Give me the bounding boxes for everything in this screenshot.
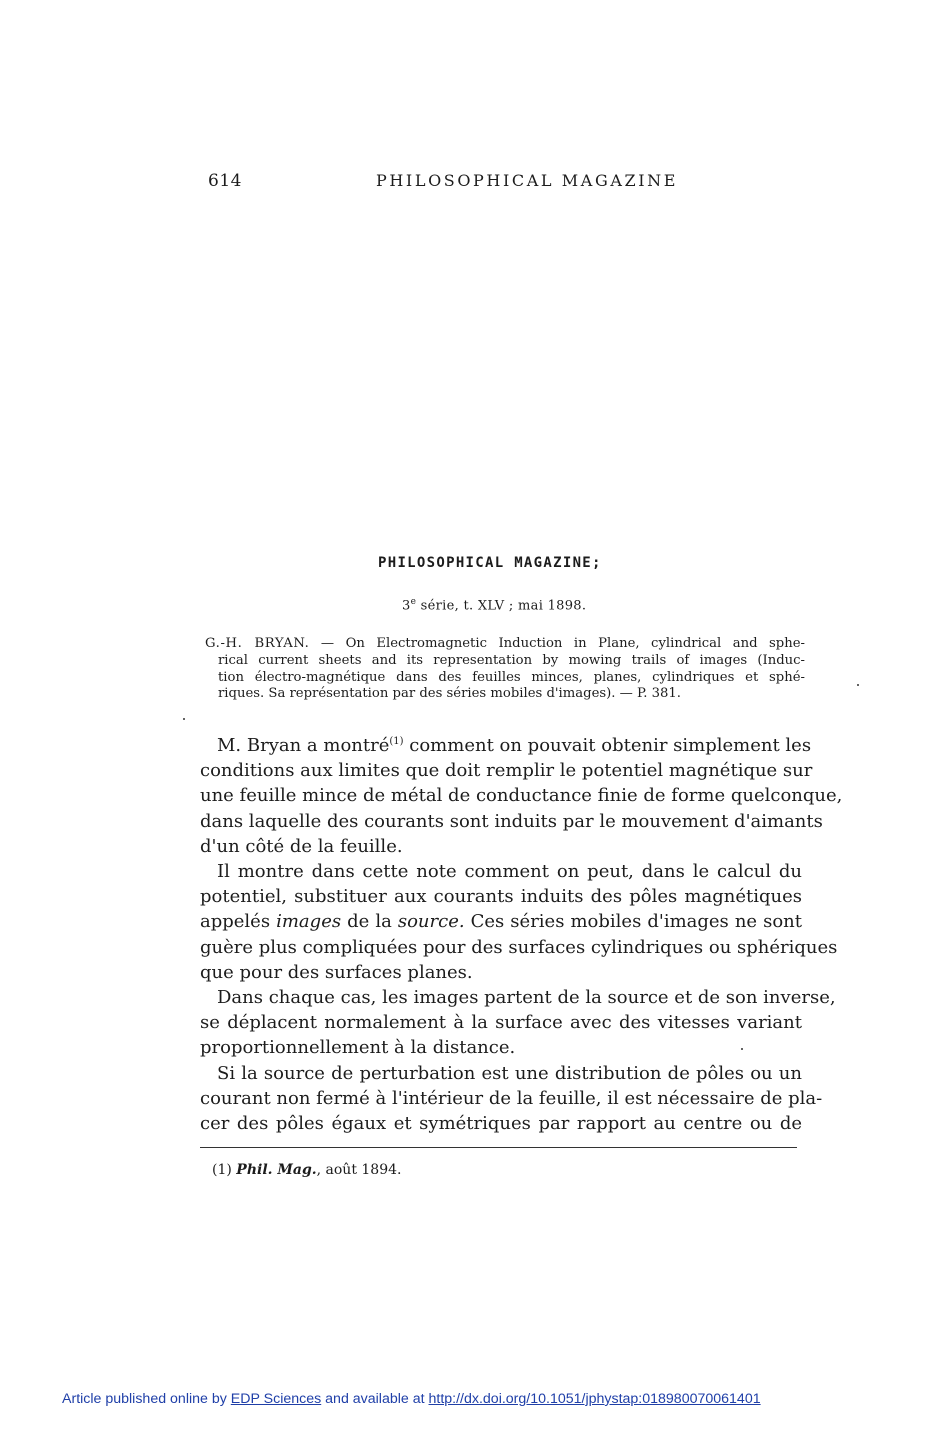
publication-middle: and available at — [321, 1391, 429, 1407]
paragraph-1-line-5: d'un côté de la feuille. — [200, 835, 403, 857]
abstract-title-start: — On Electromagnetic Induction in Plane, cylindrical and sphe- — [309, 636, 805, 651]
speck-mark — [183, 718, 185, 720]
paragraph-3-line-3: proportionnellement à la distance. — [200, 1037, 516, 1059]
series-rest: série, t. XLV ; mai 1898. — [416, 598, 587, 614]
footnote-journal: Phil. Mag. — [236, 1162, 317, 1178]
text-run: comment on pouvait obtenir simplement les — [403, 735, 812, 756]
text-run: M. Bryan a montré — [217, 735, 390, 756]
paragraph-2-line-2: potentiel, substituer aux courants induits des pôles magnétiques — [200, 886, 802, 908]
paragraph-1-line-2: conditions aux limites que doit remplir le potentiel magnétique sur — [200, 760, 813, 782]
footnote — [212, 1162, 401, 1178]
text-run: de la — [341, 911, 398, 933]
paragraph-2-line-4: guère plus compliquées pour des surfaces cylindriques ou sphériques — [200, 936, 838, 958]
paragraph-3-line-2: se déplacent normalement à la surface avec des vitesses variant — [200, 1012, 802, 1034]
paragraph-3-line-1: Dans chaque cas, les images partent de la source et de son inverse, — [217, 987, 836, 1009]
publication-line — [62, 1391, 761, 1407]
paragraph-1-line-4: dans laquelle des courants sont induits par le mouvement d'aimants — [200, 810, 823, 832]
publication-prefix: Article published online by — [62, 1391, 231, 1407]
doi-link[interactable]: http://dx.doi.org/10.1051/jphystap:018980070061401 — [428, 1391, 761, 1407]
text-run: Ces séries mobiles d'images ne sont — [464, 911, 802, 933]
page-number: 614 — [208, 171, 242, 191]
series-info — [402, 597, 586, 613]
abstract-line-2: rical current sheets and its representation by mowing trails of images (Induc- — [218, 652, 805, 668]
speck-mark — [857, 684, 859, 686]
paragraph-4-line-3: cer des pôles égaux et symétriques par rapport au centre ou de — [200, 1113, 802, 1135]
abstract-line-1 — [205, 636, 805, 653]
abstract-line-4: riques. Sa représentation par des séries mobiles d'images). — P. 381. — [218, 686, 681, 702]
italic-term: images — [276, 911, 342, 933]
abstract-block — [205, 636, 805, 703]
paragraph-2-line-5: que pour des surfaces planes. — [200, 961, 473, 983]
paragraph-1-line-3: une feuille mince de métal de conductance finie de forme quelconque, — [200, 785, 843, 807]
paragraph-2-line-3 — [200, 909, 802, 934]
italic-term: source. — [397, 911, 465, 933]
series-number: 3 — [402, 598, 411, 614]
series-superscript: e — [410, 597, 417, 607]
running-title: PHILOSOPHICAL MAGAZINE — [376, 171, 678, 190]
body-text — [200, 733, 843, 1136]
paragraph-4-line-1: Si la source de perturbation est une distribution de pôles ou un — [217, 1062, 802, 1084]
publisher-link[interactable]: EDP Sciences — [230, 1391, 322, 1407]
footnote-marker: (1) — [212, 1162, 232, 1178]
section-title: PHILOSOPHICAL MAGAZINE; — [378, 555, 602, 571]
paragraph-4-line-2: courant non fermé à l'intérieur de la feuille, il est nécessaire de pla- — [200, 1087, 823, 1109]
paragraph-1-line-1 — [200, 733, 812, 758]
footnote-reference: (1) — [389, 736, 404, 747]
footnote-date: , août 1894. — [316, 1162, 402, 1178]
footnote-divider — [200, 1147, 797, 1148]
text-run: appelés — [200, 911, 277, 933]
paragraph-2-line-1: Il montre dans cette note comment on peut, dans le calcul du — [217, 861, 802, 883]
author-name: G.-H. BRYAN. — [205, 636, 310, 651]
abstract-line-3: tion électro-magnétique dans des feuilles minces, planes, cylindriques et sphé- — [218, 669, 805, 685]
